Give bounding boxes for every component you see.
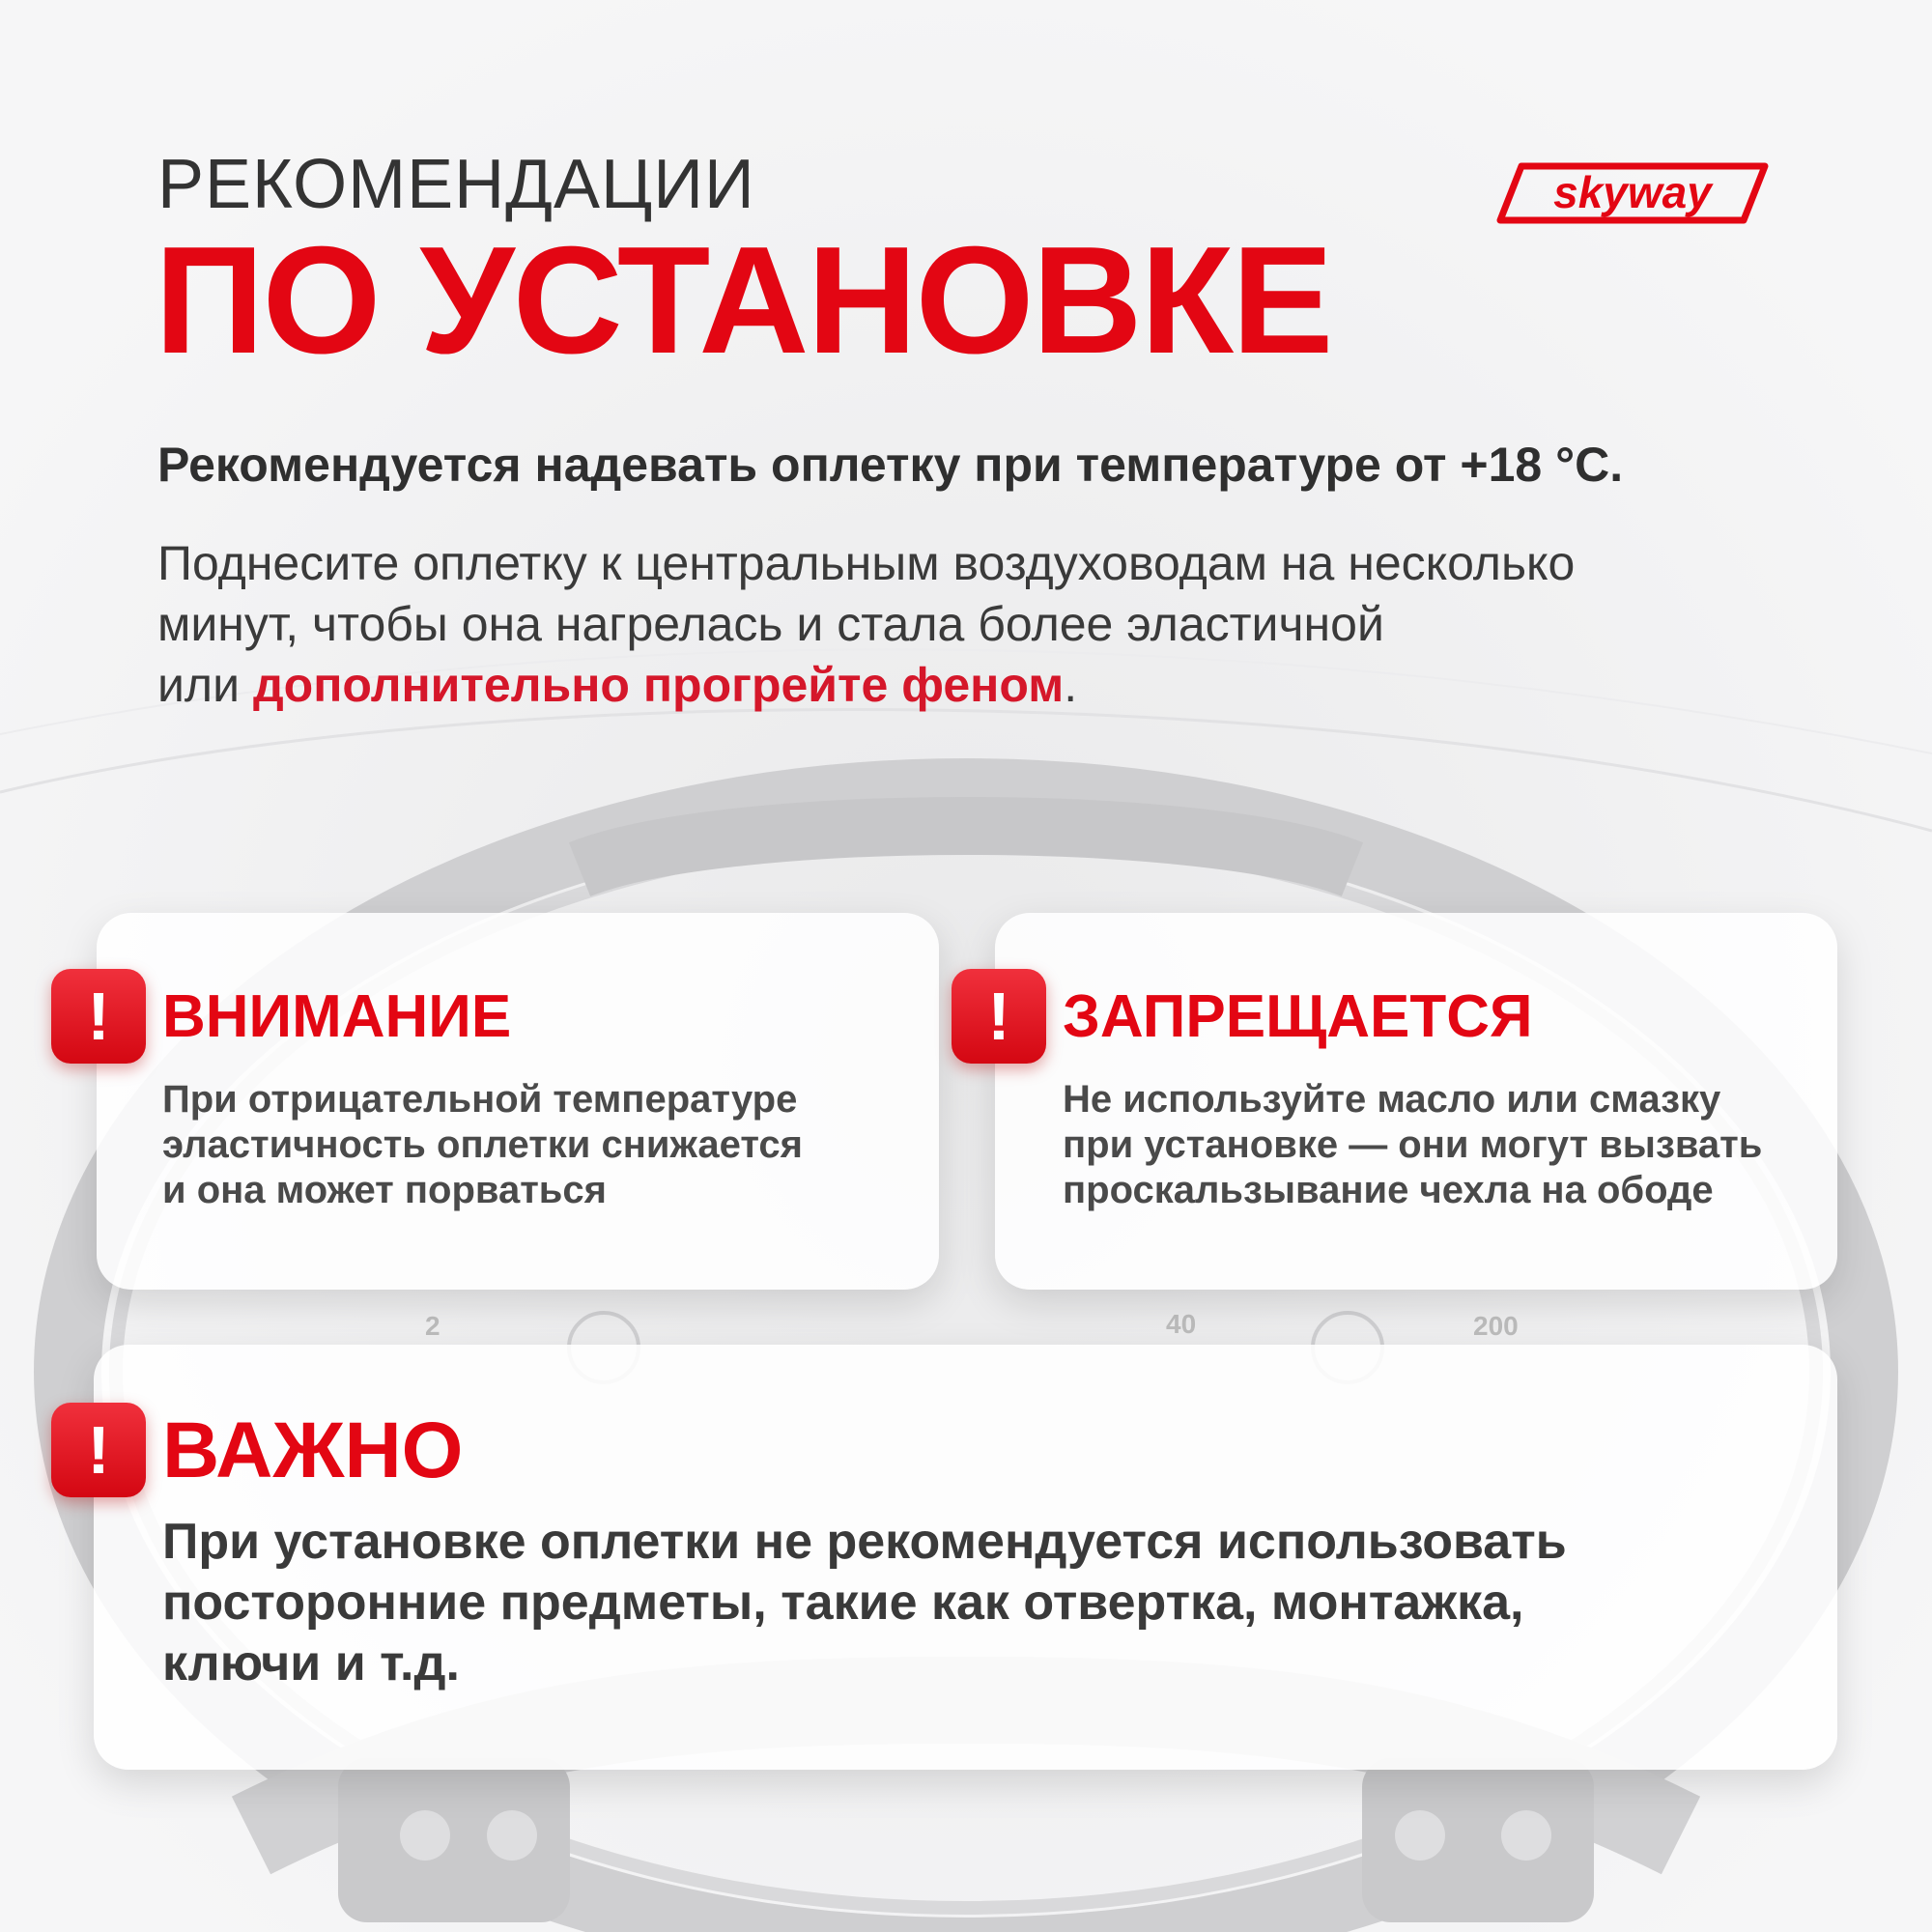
skyway-logo [1492, 155, 1773, 232]
card-forbidden-text [1063, 1077, 1762, 1213]
card-attention-line-3: и она может порваться [162, 1169, 607, 1211]
card-important-text [162, 1512, 1567, 1694]
card-attention-title: ВНИМАНИЕ [162, 983, 512, 1050]
card-attention-line-2: эластичность оплетки снижается [162, 1123, 803, 1166]
card-forbidden-line-2: при установке — они могут вызвать [1063, 1123, 1763, 1166]
gauge-number-left: 2 [425, 1311, 440, 1341]
gauge-number-mid: 40 [1166, 1309, 1197, 1339]
gauge-number-right: 200 [1473, 1311, 1519, 1341]
exclamation-icon: ! [51, 969, 146, 1064]
card-important-title: ВАЖНО [162, 1406, 464, 1494]
intro-line-1: Поднесите оплетку к центральным воздуховодам на несколько [157, 536, 1576, 590]
page-title-line1: РЕКОМЕНДАЦИИ [157, 146, 755, 223]
page-title-line2: ПО УСТАНОВКЕ [155, 215, 1332, 385]
exclamation-icon: ! [952, 969, 1046, 1064]
card-important-line-2: посторонние предметы, такие как отвертка, монтажка, [162, 1575, 1524, 1631]
lead-text: Рекомендуется надевать оплетку при температуре от +18 °C. [157, 438, 1624, 492]
card-forbidden-title: ЗАПРЕЩАЕТСЯ [1063, 983, 1533, 1050]
intro-line-3-suffix: . [1064, 658, 1078, 712]
exclamation-icon: ! [51, 1403, 146, 1497]
intro-line-3 [157, 655, 1819, 716]
intro-line-3-prefix: или [157, 658, 253, 712]
card-attention-line-1: При отрицательной температуре [162, 1078, 798, 1121]
intro-highlight: дополнительно прогрейте феном [252, 658, 1065, 712]
card-attention-text [162, 1077, 803, 1213]
card-important-line-3: ключи и т.д. [162, 1635, 460, 1691]
card-forbidden-line-1: Не используйте масло или смазку [1063, 1078, 1721, 1121]
brand-logo-text: skyway [1553, 167, 1712, 217]
intro-line-2: минут, чтобы она нагрелась и стала более эластичной [157, 597, 1384, 651]
intro-paragraph [157, 533, 1819, 716]
card-important-line-1: При установке оплетки не рекомендуется использовать [162, 1514, 1567, 1570]
card-forbidden-line-3: проскальзывание чехла на ободе [1063, 1169, 1714, 1211]
